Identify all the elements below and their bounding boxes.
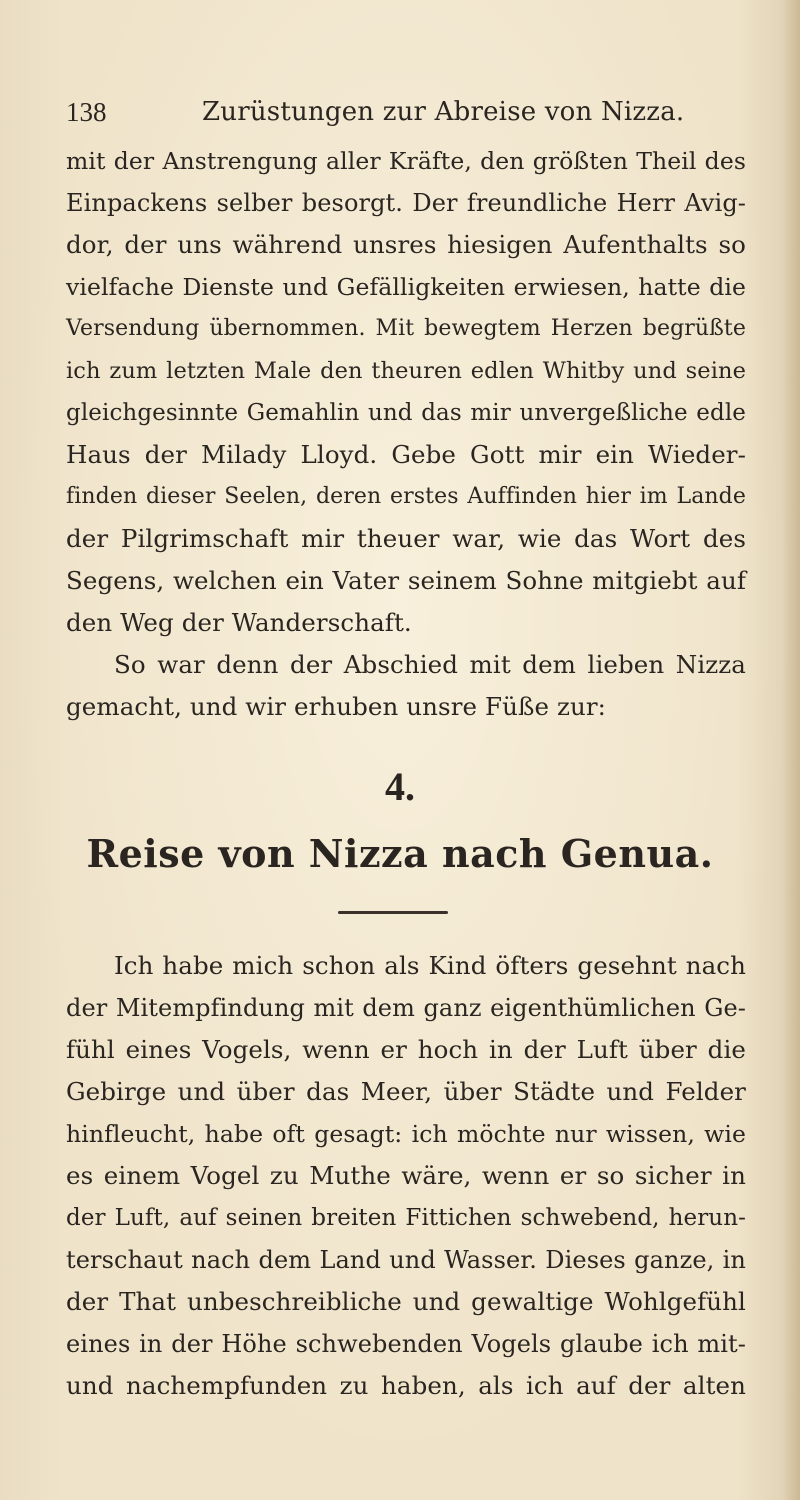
text-line: der That unbeschreibliche und gewaltige Wohlgefühl — [66, 1287, 746, 1316]
page-edge-shadow — [782, 0, 800, 1500]
text-line: Ich habe mich schon als Kind öfters gesehnt nach — [114, 951, 746, 980]
text-line: Gebirge und über das Meer, über Städte und Felder — [66, 1077, 746, 1106]
text-line: es einem Vogel zu Muthe wäre, wenn er so sicher in — [66, 1161, 746, 1190]
section-number: 4. — [385, 764, 415, 809]
text-line: der Luft, auf seinen breiten Fittichen schwebend, herun- — [66, 1205, 746, 1231]
text-line: dor, der uns während unsres hiesigen Aufenthalts so — [66, 230, 746, 259]
text-line: mit der Anstrengung aller Kräfte, den größten Theil des — [66, 147, 746, 175]
text-line: Versendung übernommen. Mit bewegtem Herzen begrüßte — [66, 316, 746, 341]
text-line: der Pilgrimschaft mir theuer war, wie das Wort des — [66, 524, 746, 553]
text-line: Haus der Milady Lloyd. Gebe Gott mir ein Wieder- — [66, 440, 746, 469]
text-line: terschaut nach dem Land und Wasser. Dieses ganze, in — [66, 1246, 746, 1274]
text-block-lower — [66, 945, 746, 1407]
text-line: fühl eines Vogels, wenn er hoch in der Luft über die — [66, 1035, 746, 1064]
text-line: vielfache Dienste und Gefälligkeiten erwiesen, hatte die — [66, 273, 746, 301]
section-title: Reise von Nizza nach Genua. — [86, 831, 714, 876]
text-line: und nachempfunden zu haben, als ich auf der alten — [66, 1371, 746, 1400]
text-line: So war denn der Abschied mit dem lieben Nizza — [114, 650, 746, 679]
running-title: Zurüstungen zur Abreise von Nizza. — [202, 97, 685, 127]
text-line: ich zum letzten Male den theuren edlen Whitby und seine — [66, 358, 746, 384]
text-line: den Weg der Wanderschaft. — [66, 608, 412, 637]
section-divider — [338, 911, 448, 914]
text-block-upper — [66, 140, 746, 728]
text-line: finden dieser Seelen, deren erstes Auffinden hier im Lande — [66, 484, 746, 509]
page-header — [66, 92, 746, 132]
text-line: gleichgesinnte Gemahlin und das mir unvergeßliche edle — [66, 400, 746, 426]
text-line: Segens, welchen ein Vater seinem Sohne mitgiebt auf — [66, 566, 746, 595]
text-line: eines in der Höhe schwebenden Vogels glaube ich mit- — [66, 1330, 746, 1358]
text-line: der Mitempfindung mit dem ganz eigenthümlichen Ge- — [66, 994, 746, 1022]
text-line: Einpackens selber besorgt. Der freundliche Herr Avig- — [66, 189, 746, 217]
text-line: gemacht, und wir erhuben unsre Füße zur: — [66, 692, 607, 721]
text-line: hinfleucht, habe oft gesagt: ich möchte nur wissen, wie — [66, 1120, 746, 1148]
page-number: 138 — [66, 97, 107, 127]
